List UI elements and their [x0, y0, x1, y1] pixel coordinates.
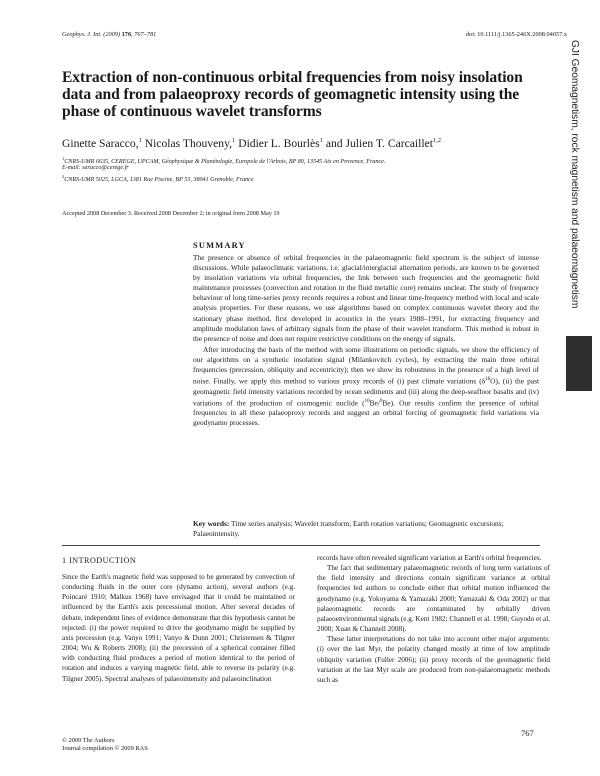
author-affiliation-mark: 1	[232, 137, 236, 145]
summary-body	[193, 253, 539, 429]
author-affiliation-mark: 1,2	[432, 137, 442, 145]
superscript: 18	[485, 377, 491, 383]
keywords	[193, 519, 539, 539]
author-name: and Julien T. Carcaillet	[322, 137, 433, 150]
summary-text: Be). Our results confirm the presence of orbital frequencies in all these palaeoproxy records and suggest an orbital forcing of geomagnetic field variations via geodynamo processes.	[193, 398, 539, 428]
section-tab-marker	[566, 336, 592, 391]
author-email	[62, 164, 532, 173]
summary-paragraph: The presence or absence of orbital frequencies in the palaeomagnetic field spectrum is the subject of intense discussions. While palaeoclimatic variations, i.e. glacial/interglacial alternation periods, are known to be governed by insolation variations via orbital frequencies, the link between such frequencies and the geomagnetic field maintenance processes (convection and rotation in the fluid metallic core) remains unclear. The study of frequency behaviour of long time-series proxy records requires a robust and linear time-frequency method with local and scale analysis properties. For these reasons, we use algorithms based on complex continuous wavelet theory and the stationary phase method, first developed in acoustics in the years 1988–1991, for extracting frequency and amplitude modulation laws of arbitrary signals from the phase of their wavelet transform. This method is robust in the presence of noise and does not require restrictive conditions on the energy of signals.	[193, 253, 539, 343]
side-section-label	[569, 40, 583, 330]
email-text: E-mail: saracco@cerege.fr	[62, 165, 129, 171]
side-label-text: GJI Geomagnetism, rock magnetism and palaeomagnetism	[569, 40, 580, 309]
keywords-text: Time series analysis; Wavelet transform; Earth rotation variations; Geomagnetic excursions; Palaeointensity.	[193, 519, 504, 539]
body-paragraph: These latter interpretations do not take into account other major arguments: (i) over the last Myr, the polarity changed mostly at time of low amplitude obliquity variation (Fuller 2006); (ii) proxy records of the geomagnetic field variation at the last Myr scale are produced from non-palaeomagnetic methods such as	[317, 635, 550, 684]
affiliation	[62, 173, 532, 185]
section-divider	[62, 545, 540, 546]
journal-pages: , 767–781	[131, 31, 157, 38]
affiliation-text: CNRS-UMR 6635, CEREGE, UPCAM, Géophysique & Planétologie, Europole de l'Arbois, BP 80, 13545 Aix en Provence, France.	[64, 159, 386, 166]
superscript: 9	[379, 398, 383, 404]
summary-text: Be/	[369, 398, 380, 408]
journal-compilation: Journal compilation © 2009 RAS	[62, 745, 148, 752]
author-affiliation-mark: 1	[138, 137, 142, 145]
journal-name: Geophys. J. Int.	[62, 31, 102, 38]
summary-text: After introducing the basis of the method with some illustrations on periodic signals, we show the efficiency of our algorithms on a synthetic insolation signal (Milankovitch cycles), by extracting the main three orbital frequencies (precession, obliquity and eccentricity); then we show its robustness in the presence of a high level of noise. Finally, we apply this method to various proxy records of (i) past climate variations (δ	[193, 344, 539, 386]
page-number: 767	[521, 728, 534, 738]
superscript: 10	[364, 398, 370, 404]
author-affiliation-mark: 1	[319, 137, 323, 145]
affiliation-mark: 1	[62, 156, 65, 161]
summary-paragraph	[193, 345, 539, 429]
section-heading: 1 INTRODUCTION	[62, 556, 137, 565]
submission-dates: Accepted 2008 December 3. Received 2008 December 2; in original form 2008 May 19	[62, 210, 280, 217]
summary-heading: SUMMARY	[193, 241, 246, 250]
summary-text: O), (ii) the past geomagnetic field intensity variations recorded by ocean sediments and (iii) along the deep-seafloor basalts and (iv) variations of the production of cosmogenic nuclide (	[193, 376, 539, 408]
affiliation-text: CNRS-UMR 5025, LGCA, 1381 Rue Piscine, BP 53, 38041 Grenoble, France	[64, 177, 254, 184]
right-column	[317, 553, 550, 685]
body-paragraph: records have often revealed significant variation at Earth's orbital frequencies.	[317, 554, 542, 562]
author-name: Didier L. Bourlès	[235, 137, 320, 150]
journal-citation	[62, 31, 156, 38]
journal-volume: 176	[121, 31, 132, 38]
copyright: © 2009 The Authors	[62, 737, 115, 744]
body-paragraph: Since the Earth's magnetic field was supposed to be generated by convection of conducting fluids in the outer core (dynamo action), several authors (e.g. Poincaré 1910; Malkus 1968) have envisaged that it could be maintained or influenced by the Earth's axis precessional motion. After several decades of debate, independent lines of evidence demonstrate that this hypothesis cannot be rejected: (i) the power required to drive the geodynamo might be supplied by axis precession (e.g. Vanyo 1991; Vanyo & Dunn 2001; Christensen & Tilgner 2004; Wu & Roberts 2008); (ii) the precession of a spherical container filled with conducting fluid produces a period of motion identical to the period of rotation and induces a varying magnetic field, able to reverse its polarity (e.g. Tilgner 2005). Spectral analyses of palaeointensity and palaeoinclination	[62, 573, 295, 683]
left-column	[62, 572, 295, 684]
affiliation-mark: 2	[62, 174, 65, 179]
author-name: Ginette Saracco,	[62, 137, 139, 150]
doi-link[interactable]: doi: 10.1111/j.1365-246X.2008.04057.x	[465, 31, 567, 38]
author-name: Nicolas Thouveny,	[141, 137, 233, 150]
keywords-label: Key words:	[193, 519, 230, 528]
body-paragraph: The fact that sedimentary palaeomagnetic records of long term variations of the field intensity and directions contain significant variance at orbital frequencies led authors to conclude either that orbital motion influenced the geodynamo (e.g. Yokoyama & Yamazaki 2000; Yamazaki & Oda 2002) or that palaeomagnetic records are contaminated by orbitally driven palaeoenvironmental signals (e.g. Kent 1982; Channell et al. 1998; Guyodo et al. 2000; Xuan & Channell 2008).	[317, 564, 550, 634]
author-list	[62, 137, 532, 150]
paper-title: Extraction of non-continuous orbital frequencies from noisy insolation data and from palaeoproxy records of geomagnetic intensity using the phase of continuous wavelet transforms	[62, 69, 523, 121]
journal-year: (2009)	[103, 31, 121, 38]
